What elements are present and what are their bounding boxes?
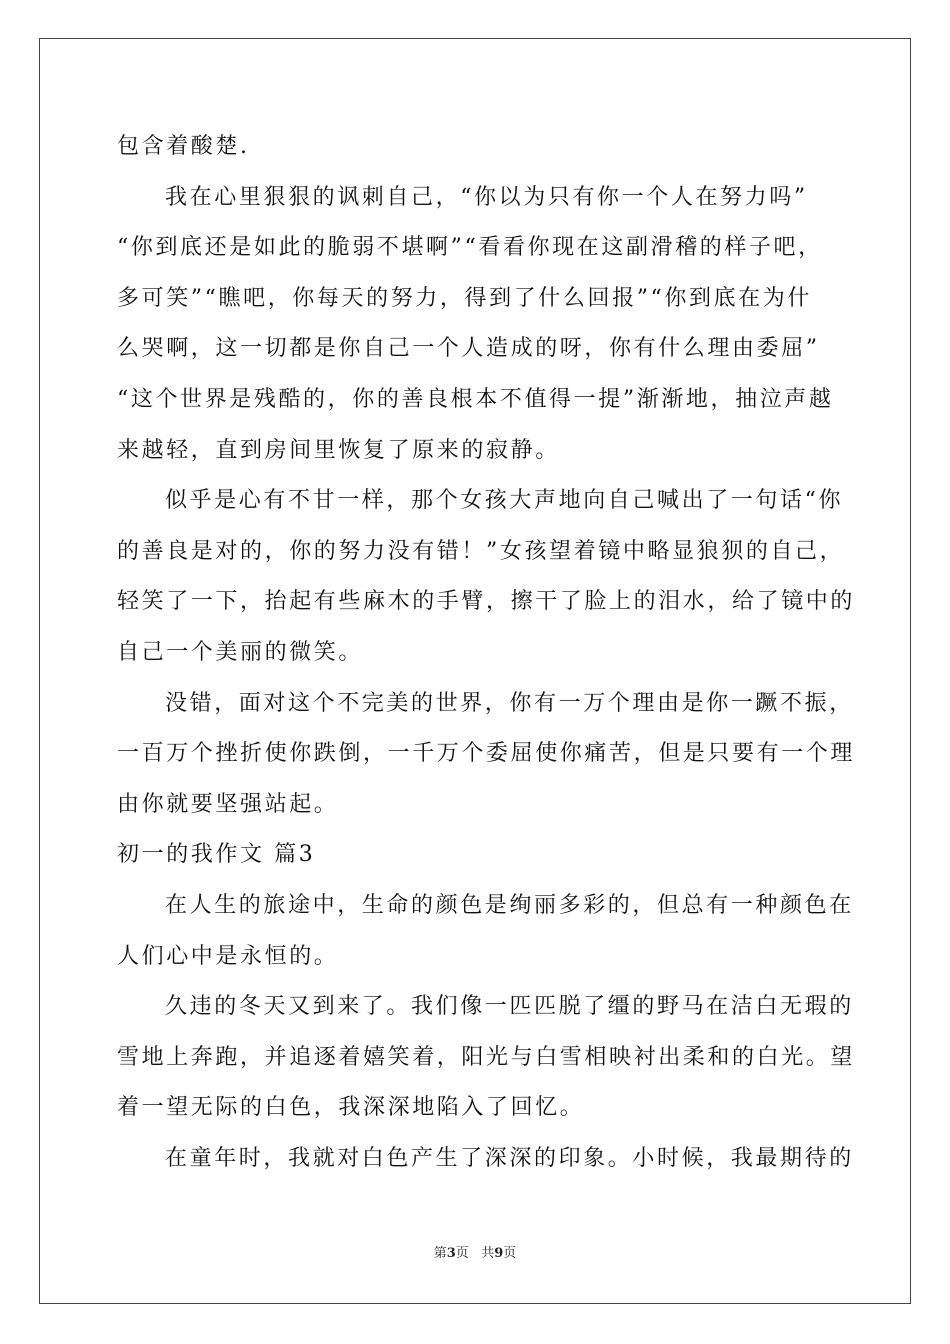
- paragraph-start-line: 我在心里狠狠的讽刺自己，“你以为只有你一个人在努力吗”: [165, 184, 808, 210]
- text-line: 自己一个美丽的微笑。: [117, 639, 364, 665]
- text-line: 轻笑了一下，抬起有些麻木的手臂，擦干了脸上的泪水，给了镜中的: [117, 589, 856, 615]
- text-line: 包含着酸楚.: [117, 134, 250, 159]
- text-line: 一百万个挫折使你跌倒，一千万个委屈使你痛苦，但是只要有一个理: [117, 741, 856, 767]
- text-line: “这个世界是残酷的，你的善良根本不值得一提”渐渐地，抽泣声越: [117, 386, 834, 412]
- page-number: 3: [446, 1246, 456, 1261]
- total-prefix: 共: [481, 1246, 495, 1261]
- total-pages: 9: [494, 1246, 504, 1261]
- text-line: 人们心中是永恒的。: [117, 943, 339, 969]
- text-line: 多可笑”“瞧吧，你每天的努力，得到了什么回报”“你到底在为什: [117, 285, 812, 311]
- total-suffix: 页: [503, 1246, 517, 1261]
- text-line: 着一望无际的白色，我深深地陷入了回忆。: [117, 1095, 585, 1121]
- paragraph-start-line: 在童年时，我就对白色产生了深深的印象。小时候，我最期待的: [165, 1145, 854, 1171]
- text-line: 么哭啊，这一切都是你自己一个人造成的呀，你有什么理由委屈”: [117, 336, 820, 362]
- paragraph-start-line: 久违的冬天又到来了。我们像一匹匹脱了缰的野马在洁白无瑕的: [165, 994, 854, 1020]
- document-body: [117, 122, 856, 1184]
- text-line: 由你就要坚强站起。: [117, 791, 339, 817]
- page-prefix: 第: [433, 1246, 447, 1261]
- text-line: 雪地上奔跑，并追逐着嬉笑着，阳光与白雪相映衬出柔和的白光。望: [117, 1044, 856, 1070]
- paragraph-start-line: 在人生的旅途中，生命的颜色是绚丽多彩的，但总有一种颜色在: [165, 892, 854, 918]
- text-line: “你到底还是如此的脆弱不堪啊”“看看你现在这副滑稽的样子吧，: [117, 235, 823, 261]
- section-heading: 初一的我作文 篇3: [117, 842, 316, 868]
- text-line: 的善良是对的，你的努力没有错！”女孩望着镜中略显狼狈的自己，: [117, 538, 845, 564]
- paragraph-start-line: 没错，面对这个不完美的世界，你有一万个理由是你一蹶不振，: [165, 690, 854, 716]
- paragraph-start-line: 似乎是心有不甘一样，那个女孩大声地向自己喊出了一句话“你: [165, 488, 844, 514]
- page-footer: [0, 1242, 950, 1261]
- page-suffix: 页: [455, 1246, 469, 1261]
- text-line: 来越轻，直到房间里恢复了原来的寂静。: [117, 437, 560, 463]
